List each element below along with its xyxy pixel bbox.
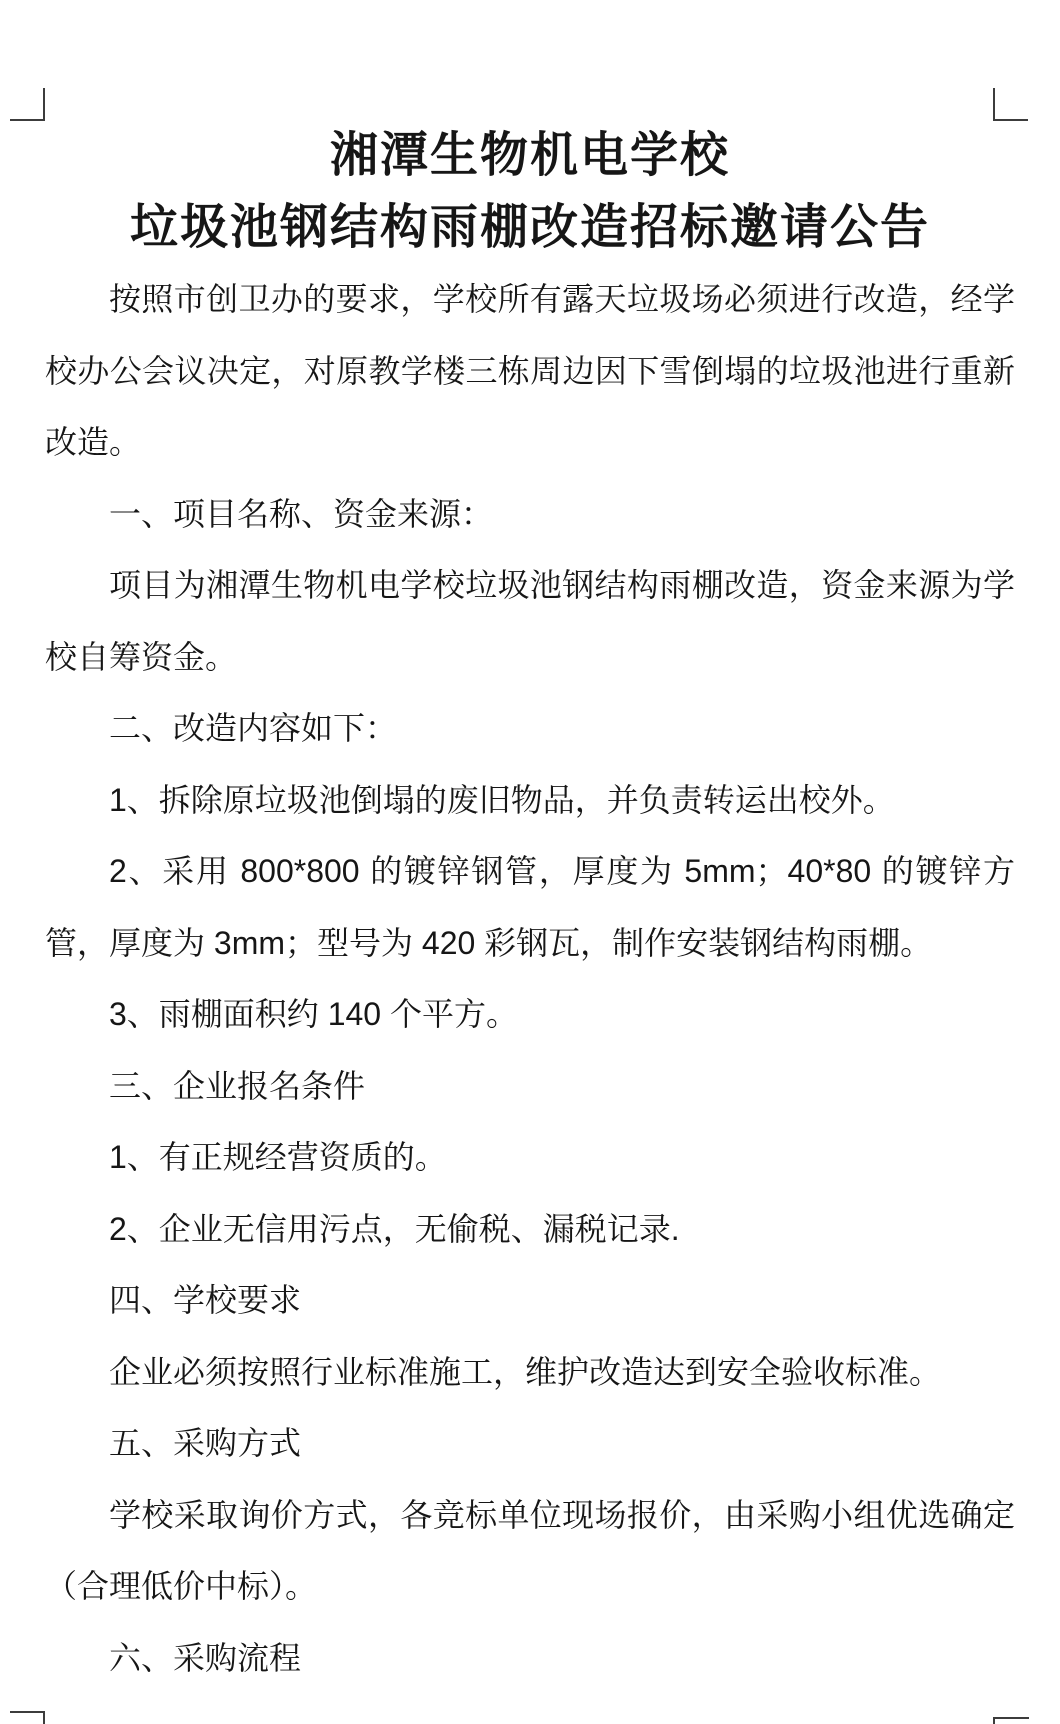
crop-mark-bottom-right xyxy=(993,1717,1029,1724)
crop-mark-bottom-left xyxy=(10,1711,45,1724)
paragraph-procurement-method: 学校采取询价方式，各竞标单位现场报价，由采购小组优选确定（合理低价中标）。 xyxy=(45,1496,1015,1604)
paragraph-item-3-area: 3、雨棚面积约 140 个平方。 xyxy=(109,996,518,1032)
paragraph-school-requirement: 企业必须按照行业标准施工，维护改造达到安全验收标准。 xyxy=(109,1353,942,1390)
document-title xyxy=(0,120,1060,264)
paragraph-qualification-2: 2、企业无信用污点，无偷税、漏税记录. xyxy=(109,1210,680,1247)
paragraph-project-funding: 项目为湘潭生物机电学校垃圾池钢结构雨棚改造，资金来源为学校自筹资金。 xyxy=(45,567,1015,675)
heading-section-4-school-requirements: 四、学校要求 xyxy=(109,1282,302,1318)
heading-section-2-renovation-content: 二、改造内容如下： xyxy=(109,710,398,746)
paragraph-intro: 按照市创卫办的要求，学校所有露天垃圾场必须进行改造，经学校办公会议决定，对原教学楼三栋周边因下雪倒塌的垃圾池进行重新改造。 xyxy=(45,281,1015,460)
document-title-line-2: 垃圾池钢结构雨棚改造招标邀请公告 xyxy=(129,201,930,254)
heading-section-1-project-name-funding: 一、项目名称、资金来源： xyxy=(109,495,494,532)
crop-mark-top-right xyxy=(993,88,1028,121)
paragraph-qualification-1: 1、有正规经营资质的。 xyxy=(109,1139,447,1175)
heading-section-6-procurement-process: 六、采购流程 xyxy=(109,1639,302,1676)
heading-section-3-enterprise-registration-conditions: 三、企业报名条件 xyxy=(109,1067,366,1104)
paragraph-item-1-demolition: 1、拆除原垃圾池倒塌的废旧物品，并负责转运出校外。 xyxy=(109,781,895,818)
heading-section-5-procurement-method: 五、采购方式 xyxy=(109,1425,302,1461)
document-body xyxy=(45,264,1015,1694)
paragraph-item-2-materials: 2、采用 800*800 的镀锌钢管，厚度为 5mm；40*80 的镀锌方管，厚度为 3mm；型号为 420 彩钢瓦，制作安装钢结构雨棚。 xyxy=(45,853,1015,961)
crop-mark-top-left xyxy=(10,88,45,121)
document-title-line-1: 湘潭生物机电学校 xyxy=(329,129,730,182)
